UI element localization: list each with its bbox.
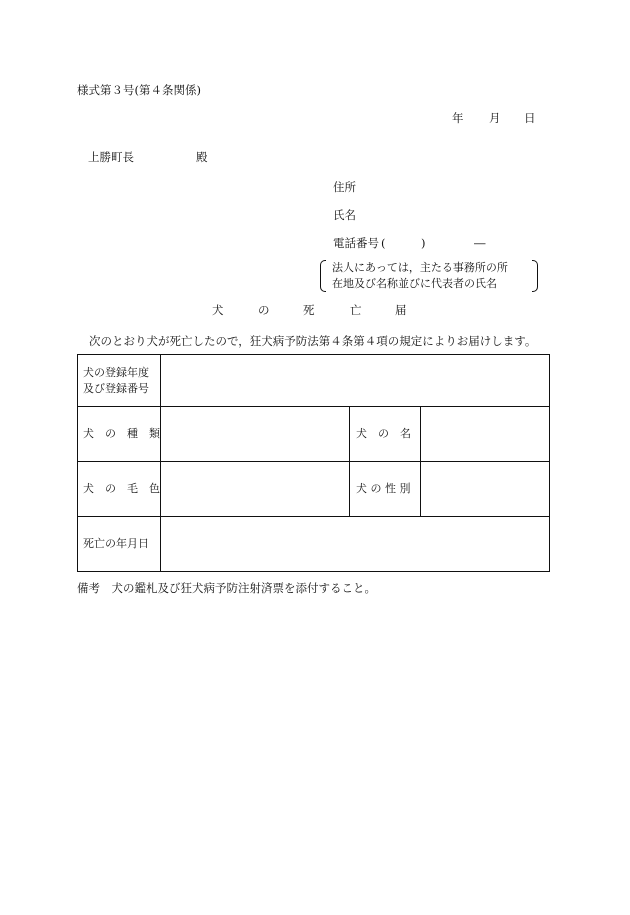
coat-color-label: 犬 の 毛 色 bbox=[83, 482, 160, 495]
dog-death-form-table bbox=[77, 354, 550, 572]
registration-label-line-1: 犬の登録年度 bbox=[83, 366, 149, 379]
date-year-label: 年 bbox=[452, 111, 464, 125]
table-rule-3 bbox=[78, 516, 549, 517]
title-char-4: 亡 bbox=[350, 303, 362, 317]
phone-dash: ― bbox=[474, 236, 486, 250]
table-label-column-rule bbox=[160, 355, 161, 571]
breed-label: 犬 の 種 類 bbox=[83, 427, 160, 440]
table-rule-2 bbox=[78, 461, 549, 462]
dog-name-value-cell[interactable] bbox=[422, 408, 547, 459]
phone-open-paren: ( bbox=[381, 236, 386, 250]
intro-text: 次のとおり犬が死亡したので，狂犬病予防法第４条第４項の規定によりお届けします。 bbox=[89, 334, 537, 348]
coat-color-value-cell[interactable] bbox=[162, 463, 347, 514]
title-char-2: の bbox=[258, 303, 270, 317]
registration-value-cell[interactable] bbox=[162, 357, 547, 404]
sex-label: 犬 の 性 別 bbox=[356, 482, 411, 495]
registration-label-line-2: 及び登録番号 bbox=[83, 382, 149, 395]
title-char-3: 死 bbox=[303, 303, 315, 317]
remarks: 備考 犬の鑑札及び狂犬病予防注射済票を添付すること。 bbox=[77, 581, 376, 595]
breed-value-cell[interactable] bbox=[162, 408, 347, 459]
title-char-1: 犬 bbox=[212, 303, 224, 317]
dog-name-label: 犬 の 名 bbox=[356, 427, 411, 440]
right-bracket bbox=[532, 260, 538, 292]
title-char-5: 届 bbox=[395, 303, 407, 317]
corporate-note bbox=[320, 259, 538, 293]
death-date-value-cell[interactable] bbox=[162, 518, 547, 569]
sex-value-cell[interactable] bbox=[422, 463, 547, 514]
applicant-name-label: 氏名 bbox=[333, 208, 356, 222]
addressee-name: 上勝町長 bbox=[88, 150, 134, 164]
corporate-note-line-1: 法人にあっては，主たる事務所の所 bbox=[332, 261, 508, 274]
table-right-label-rule bbox=[420, 406, 421, 516]
form-number: 様式第３号(第４条関係) bbox=[77, 83, 201, 97]
applicant-address-label: 住所 bbox=[333, 180, 356, 194]
phone-label: 電話番号 bbox=[333, 236, 379, 250]
date-month-label: 月 bbox=[489, 111, 501, 125]
death-date-label: 死亡の年月日 bbox=[83, 537, 149, 550]
addressee-honorific: 殿 bbox=[196, 150, 208, 164]
date-day-label: 日 bbox=[524, 111, 536, 125]
corporate-note-line-2: 在地及び名称並びに代表者の氏名 bbox=[332, 277, 497, 290]
left-bracket bbox=[320, 260, 326, 292]
table-middle-rule bbox=[349, 406, 350, 516]
phone-close-paren: ) bbox=[421, 236, 426, 250]
table-rule-1 bbox=[78, 406, 549, 407]
